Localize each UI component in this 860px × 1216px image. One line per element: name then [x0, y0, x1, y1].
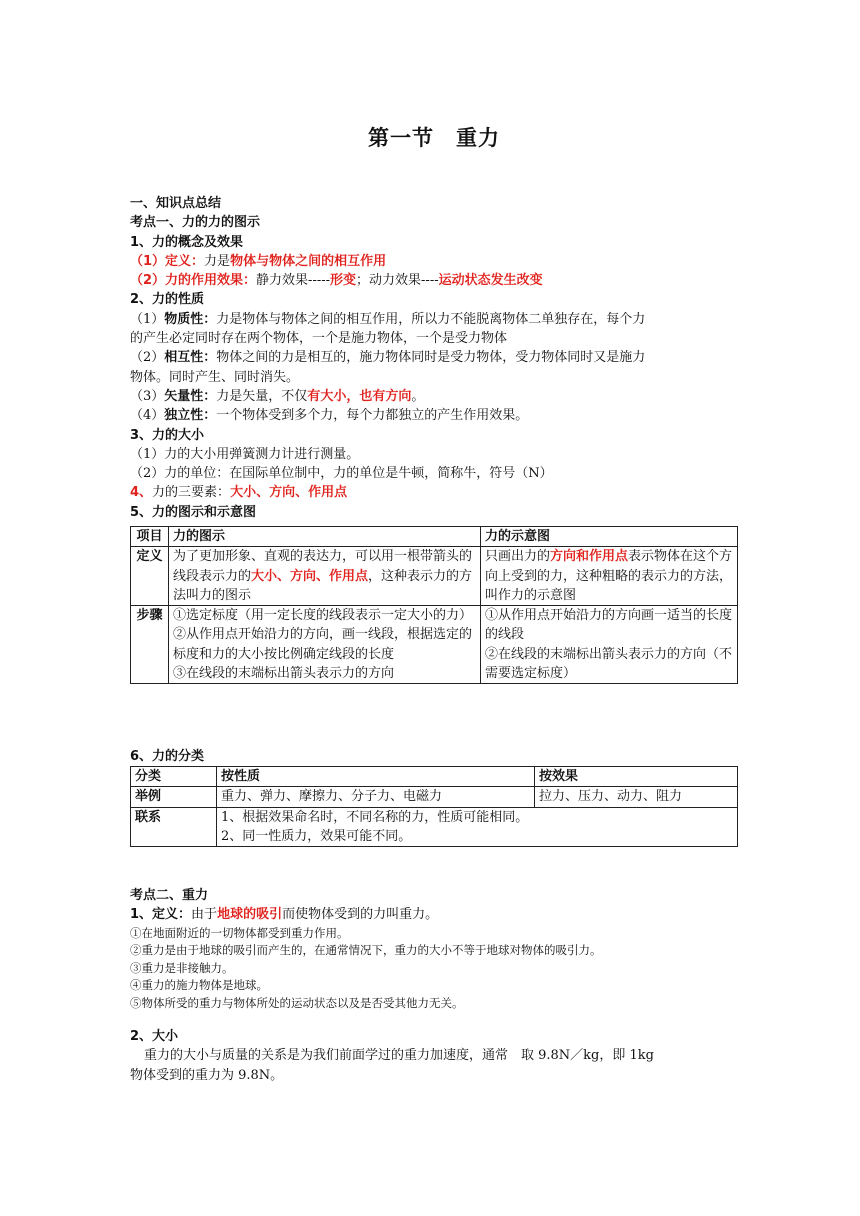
section-heading: 一、知识点总结: [130, 196, 222, 211]
table-row: [131, 547, 738, 606]
property-material: （1）物质性：力是物体与物体之间的相互作用，所以力不能脱离物体二单独存在，每个力: [130, 311, 646, 327]
force-diagram-table: [130, 526, 738, 684]
size-text-2: 物体受到的重力为 9.8N。: [130, 1067, 284, 1083]
size-heading: 2、大小: [130, 1029, 179, 1044]
size-line-2: （2）力的单位：在国际单位制中，力的单位是牛顿，简称牛，符号（N）: [130, 466, 553, 482]
table-cell: 按性质: [217, 767, 535, 787]
gravity-note: ③重力是非接触力。: [130, 960, 234, 975]
gravity-definition: 1、定义：由于地球的吸引而使物体受到的力叫重力。: [130, 907, 439, 923]
table-cell: 重力、弹力、摩擦力、分子力、电磁力: [217, 787, 535, 807]
title-part-2: 重力: [456, 126, 500, 150]
table-cell: 步骤: [131, 606, 169, 684]
subsection-3-heading: 3、力的大小: [130, 427, 205, 443]
table-cell: 分类: [131, 767, 217, 787]
gravity-note: ⑤物体所受的重力与物体所处的运动状态以及是否受其他力无关。: [130, 995, 464, 1010]
kaodian-2-heading: 考点二、重力: [130, 888, 209, 903]
table-cell: 项目: [131, 527, 169, 547]
table-cell: ①从作用点开始沿力的方向画一适当的长度的线段 ②在线段的末端标出箭头表示力的方向（不需要选定标度）: [481, 606, 738, 684]
three-elements-line: 4、力的三要素：大小、方向、作用点: [130, 485, 348, 501]
subsection-6-heading: 6、力的分类: [130, 749, 205, 764]
section-gravity: [130, 886, 738, 1012]
table-cell: 举例: [131, 787, 217, 807]
gravity-size: [130, 1027, 738, 1085]
size-text-1: 重力的大小与质量的关系是为我们前面学过的重力加速度，通常 取 9.8N／kg，即 1kg: [144, 1048, 654, 1064]
table-header-row: [131, 527, 738, 547]
title-part-1: 第一节: [368, 126, 434, 150]
property-mutual: （2）相互性：物体之间的力是相互的，施力物体同时是受力物体，受力物体同时又是施力: [130, 350, 646, 366]
table-cell: 拉力、压力、动力、阻力: [535, 787, 738, 807]
table-cell: ①选定标度（用一定长度的线段表示一定大小的力） ②从作用点开始沿力的方向，画一线段，根据选定的标度和力的大小按比例确定线段的长度 ③在线段的末端标出箭头表示力的方向: [169, 606, 481, 684]
table-header-row: [131, 767, 738, 787]
force-classification-table: [130, 766, 738, 847]
section-knowledge: [130, 194, 738, 522]
subsection-2-heading: 2、力的性质: [130, 292, 205, 308]
page-title: [130, 122, 738, 152]
subsection-6: [130, 747, 738, 766]
table-cell: 力的示意图: [481, 527, 738, 547]
table-cell: 按效果: [535, 767, 738, 787]
table-cell: 力的图示: [169, 527, 481, 547]
table-row: [131, 807, 738, 847]
subsection-1-heading: 1、力的概念及效果: [130, 234, 244, 250]
table-cell: 1、根据效果命名时，不同名称的力，性质可能相同。 2、同一性质力，效果可能不同。: [217, 807, 738, 847]
gravity-note: ④重力的施力物体是地球。: [130, 978, 268, 993]
property-vector: （3）矢量性：力是矢量，不仅有大小，也有方向。: [130, 388, 425, 404]
gravity-note: ②重力是由于地球的吸引而产生的，在通常情况下，重力的大小不等于地球对物体的吸引力。: [130, 943, 602, 958]
table-cell: 只画出力的方向和作用点表示物体在这个方向上受到的力，这种粗略的表示力的方法，叫作力的示意图: [481, 547, 738, 606]
gravity-note: ①在地面附近的一切物体都受到重力作用。: [130, 925, 349, 940]
size-line-1: （1）力的大小用弹簧测力计进行测量。: [130, 446, 360, 462]
table-cell: 联系: [131, 807, 217, 847]
property-independent: （4）独立性：一个物体受到多个力，每个力都独立的产生作用效果。: [130, 408, 529, 424]
subsection-5-heading: 5、力的图示和示意图: [130, 504, 257, 520]
table-row: [131, 606, 738, 684]
effect-line: （2）力的作用效果：静力效果-----形变；动力效果----运动状态发生改变: [130, 273, 543, 289]
table-row: [131, 787, 738, 807]
table-cell: 为了更加形象、直观的表达力，可以用一根带箭头的线段表示力的大小、方向、作用点，这种表示力的方法叫力的图示: [169, 547, 481, 606]
table-cell: 定义: [131, 547, 169, 606]
kaodian-1-heading: 考点一、力的力的图示: [130, 215, 261, 231]
definition-line: （1）定义：力是物体与物体之间的相互作用: [130, 253, 387, 269]
property-mutual-cont: 物体。同时产生、同时消失。: [130, 369, 300, 385]
property-material-cont: 的产生必定同时存在两个物体，一个是施力物体，一个是受力物体: [130, 331, 508, 347]
